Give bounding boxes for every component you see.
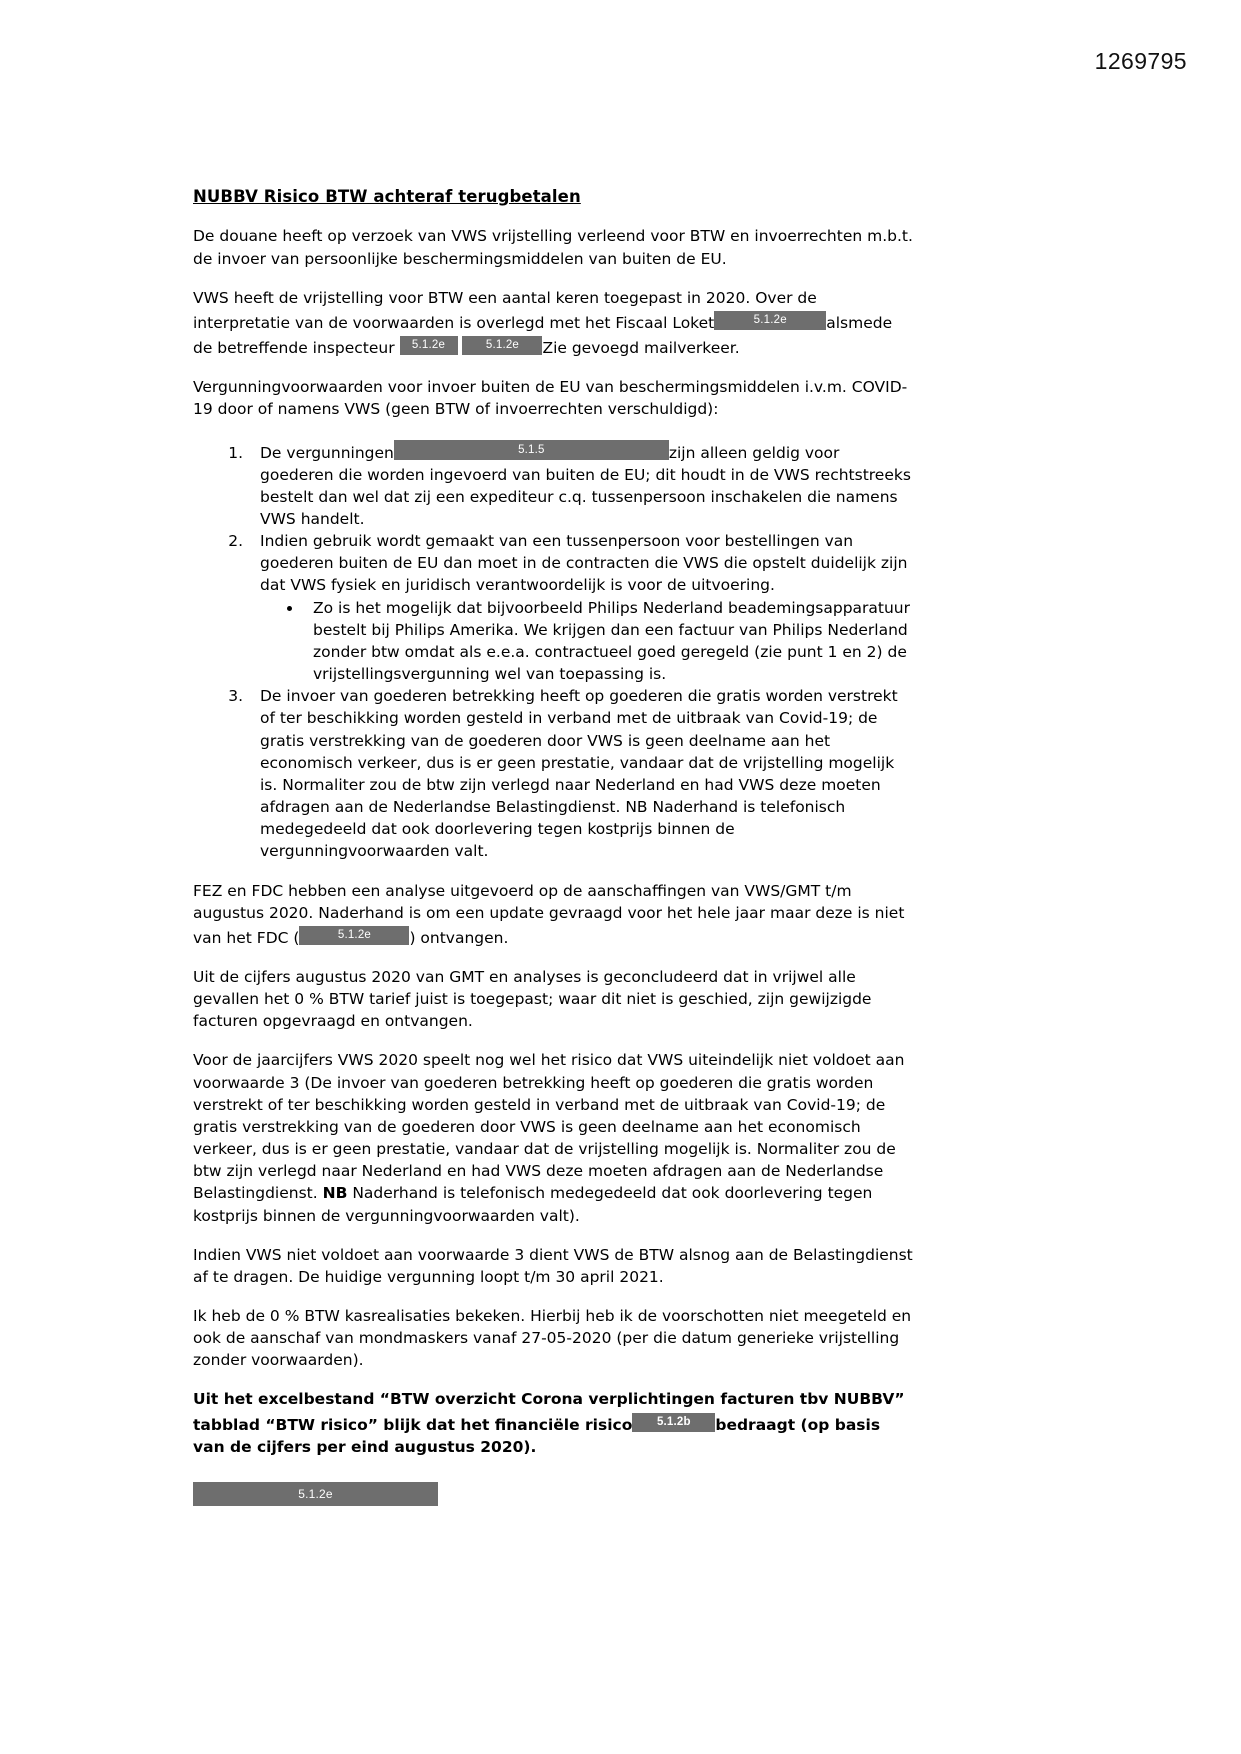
paragraph-excelbestand-text-a: Uit het excelbestand “BTW overzicht Corona verplichtingen facturen tbv NUBBV” tabblad “BTW risico” blijk dat het financiële risico — [193, 1390, 905, 1434]
redaction-vergunningen: 5.1.5 — [394, 440, 669, 460]
page-title: NUBBV Risico BTW achteraf terugbetalen — [193, 187, 581, 206]
conditions-list — [193, 438, 915, 863]
paragraph-intro: De douane heeft op verzoek van VWS vrijstelling verleend voor BTW en invoerrechten m.b.t. de invoer van persoonlijke beschermingsmiddelen van buiten de EU. — [193, 227, 913, 268]
list-item — [248, 438, 915, 531]
paragraph-jaarcijfers-nb: NB — [322, 1184, 348, 1203]
paragraph-fez-fdc-text-a: FEZ en FDC hebben een analyse uitgevoerd op de aanschaffingen van VWS/GMT t/m augustus 2020. Naderhand is om een update gevraagd voor het hele jaar maar deze is niet van het FDC ( — [193, 881, 905, 947]
paragraph-vrijstelling-text-c: Zie gevoegd mailverkeer. — [542, 339, 740, 358]
list-item-1-text-b: zijn alleen geldig voor goederen die worden ingevoerd van buiten de EU; dit houdt in de VWS rechtstreeks bestelt dan wel dat zij een expediteur c.q. tussenpersoon inschakelen die namens VWS handelt. — [260, 443, 911, 528]
paragraph-excelbestand-text-b: bedraagt (op basis van de cijfers per eind augustus 2020). — [193, 1415, 881, 1456]
paragraph-excelbestand — [193, 1388, 915, 1457]
paragraph-jaarcijfers-text-b: Naderhand is telefonisch medegedeeld dat ook doorlevering tegen kostprijs binnen de vergunningvoorwaarden valt). — [193, 1184, 873, 1225]
list-item-2-text: Indien gebruik wordt gemaakt van een tussenpersoon voor bestellingen van goederen buiten de EU dan moet in de contracten die VWS die opstelt duidelijk zijn dat VWS fysiek en juridisch verantwoordelijk is voor de uitvoering. — [260, 532, 908, 595]
list-item-2-sub-1-text: Zo is het mogelijk dat bijvoorbeeld Philips Nederland beademingsapparatuur bestelt bij Philips Amerika. We krijgen dan een factuur van Philips Nederland zonder btw omdat als e.e.a. contractueel goed geregeld (zie punt 1 en 2) de vrijstellingsvergunning wel van toepassing is. — [313, 598, 911, 684]
document-body — [193, 186, 915, 1506]
paragraph-voorwaarde-3: Indien VWS niet voldoet aan voorwaarde 3 dient VWS de BTW alsnog aan de Belastingdienst af te dragen. De huidige vergunning loopt t/m 30 april 2021. — [193, 1245, 913, 1286]
redaction-footer-block: 5.1.2e — [193, 1482, 438, 1506]
redaction-fdc: 5.1.2e — [299, 926, 409, 945]
redaction-inspecteur-2: 5.1.2e — [462, 336, 542, 355]
paragraph-vrijstelling — [193, 287, 915, 359]
paragraph-vrijstelling-text-a: VWS heeft de vrijstelling voor BTW een aantal keren toegepast in 2020. Over de interpretatie van de voorwaarden is overlegd met het Fiscaal Loket — [193, 288, 817, 332]
paragraph-kasrealisaties: Ik heb de 0 % BTW kasrealisaties bekeken. Hierbij heb ik de voorschotten niet meegeteld en ook de aanschaf van mondmaskers vanaf 27-05-2020 (per die datum generieke vrijstelling zonder voorwaarden). — [193, 1307, 912, 1370]
conditions-sublist — [260, 597, 915, 686]
paragraph-cijfers-augustus: Uit de cijfers augustus 2020 van GMT en analyses is geconcludeerd dat in vrijwel alle gevallen het 0 % BTW tarief juist is toegepast; waar dit niet is geschied, zijn gewijzigde facturen opgevraagd en ontvangen. — [193, 967, 872, 1031]
paragraph-vergunningvoorwaarden: Vergunningvoorwaarden voor invoer buiten de EU van beschermingsmiddelen i.v.m. COVID-19 door of namens VWS (geen BTW of invoerrechten verschuldigd): — [193, 378, 908, 419]
paragraph-fez-fdc-text-b: ) ontvangen. — [409, 928, 509, 947]
document-number: 1269795 — [1094, 48, 1187, 74]
list-item — [248, 530, 915, 685]
redaction-fiscaal-loket: 5.1.2e — [714, 311, 826, 330]
redaction-financieel-risico: 5.1.2b — [632, 1413, 715, 1432]
redaction-inspecteur-1: 5.1.2e — [400, 336, 458, 355]
paragraph-jaarcijfers — [193, 1049, 915, 1226]
list-item-1-text-a: De vergunningen — [260, 443, 394, 462]
paragraph-fez-fdc — [193, 880, 915, 949]
list-item-3-text: De invoer van goederen betrekking heeft op goederen die gratis worden verstrekt of ter beschikking worden gesteld in verband met de uitbraak van Covid-19; de gratis verstrekking van de goederen door VWS is geen deelname aan het economisch verkeer, dus is er geen prestatie, vandaar dat de vrijstelling mogelijk is. Normaliter zou de btw zijn verlegd naar Nederland en had VWS deze moeten afdragen aan de Nederlandse Belastingdienst. NB Naderhand is telefonisch medegedeeld dat ook doorlevering tegen kostprijs binnen de vergunningvoorwaarden valt. — [260, 687, 898, 861]
paragraph-vrijstelling-text-b: alsmede de betreffende inspecteur — [193, 313, 893, 358]
list-item — [248, 685, 915, 862]
list-item — [303, 597, 915, 686]
paragraph-jaarcijfers-text-a: Voor de jaarcijfers VWS 2020 speelt nog wel het risico dat VWS uiteindelijk niet voldoet aan voorwaarde 3 (De invoer van goederen betrekking heeft op goederen die gratis worden verstrekt of ter beschikking worden gesteld in verband met de uitbraak van Covid-19; de gratis verstrekking van de goederen door VWS is geen deelname aan het economisch verkeer, dus is er geen prestatie, vandaar dat de vrijstelling mogelijk is. Normaliter zou de btw zijn verlegd naar Nederland en had VWS deze moeten afdragen aan de Nederlandse Belastingdienst. — [193, 1051, 905, 1203]
